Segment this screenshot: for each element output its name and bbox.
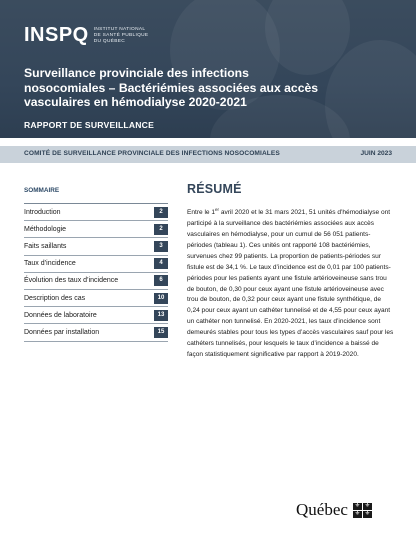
publication-date: JUIN 2023 xyxy=(360,150,392,157)
inspq-logo-subtitle xyxy=(94,27,149,45)
ordinal-superscript: er xyxy=(215,207,220,212)
toc-item-donnees-laboratoire[interactable] xyxy=(24,307,168,324)
toc-page-number: 4 xyxy=(154,258,168,269)
toc-page-number: 13 xyxy=(154,310,168,321)
report-title: Surveillance provinciale des infections nosocomiales – Bactériémies associées aux accès vasculaires en hémodialyse 2020-2021 xyxy=(24,66,319,109)
logo-sub-line: DE SANTÉ PUBLIQUE xyxy=(93,32,149,38)
toc-item-label: Faits saillants xyxy=(24,242,67,250)
fleur-de-lis-icon: ⚜ xyxy=(364,510,371,517)
resume-heading: RÉSUMÉ xyxy=(187,182,242,196)
quebec-government-logo xyxy=(296,500,372,520)
fleur-de-lis-icon: ⚜ xyxy=(364,502,371,509)
toc-item-label: Données par installation xyxy=(24,328,100,336)
fleur-de-lis-icon: ⚜ xyxy=(354,502,361,509)
resume-text-rest: avril 2020 et le 31 mars 2021, 51 unités d’hémodialyse ont participé à la surveillance des bactériémies associées aux accès vasculaires en hémodialyse, pour un cumul de 56 051 patients-périodes (tableau 1). Ces unités ont rapporté 108 bactériémies, survenues chez 99 patients. La proportion de patients-périodes sur fistule est de 34,1 %. Le taux d’incidence est de 0,01 par 100 patients-périodes pour les patients ayant une fistule artérioveineuse sans trou de bouton, de 0,30 pour ceux ayant une fistule artérioveineuse avec trou de bouton, de 0,32 pour ceux ayant une fistule synthétique, de 0,24 pour ceux ayant un cathéter tunnelisé et de 4,55 pour ceux ayant un cathéter non tunnelisé. En 2020-2021, les taux d’incidence sont demeurés stables pour tous les types d’accès vasculaires sauf pour les cathéters tunnelisés, pour lesquels le taux d’incidence a baissé de façon statistiquement significative par rapport à 2019-2020. xyxy=(187,209,394,358)
cover-banner xyxy=(0,0,416,138)
toc-item-description-cas[interactable] xyxy=(24,290,168,307)
toc-item-taux-incidence[interactable] xyxy=(24,256,168,273)
committee-band xyxy=(0,146,416,163)
toc-item-label: Données de laboratoire xyxy=(24,311,97,319)
toc-item-evolution-taux[interactable] xyxy=(24,273,168,290)
logo-sub-line: DU QUÉBEC xyxy=(93,38,125,44)
toc-item-label: Méthodologie xyxy=(24,225,67,233)
toc-item-methodologie[interactable] xyxy=(24,221,168,238)
inspq-logo-word: INSPQ xyxy=(24,24,89,46)
toc-item-label: Introduction xyxy=(24,208,61,216)
toc-list xyxy=(24,203,168,342)
toc-page-number: 2 xyxy=(154,207,168,218)
toc-page-number: 15 xyxy=(154,327,168,338)
toc-page-number: 6 xyxy=(154,275,168,286)
toc-item-donnees-installation[interactable] xyxy=(24,324,168,341)
resume-text-start: Entre le 1 xyxy=(187,209,216,217)
toc-page-number: 10 xyxy=(154,293,168,304)
inspq-logo xyxy=(24,24,148,47)
fleur-de-lis-flag-icon xyxy=(353,503,372,518)
toc-item-introduction[interactable] xyxy=(24,204,168,221)
committee-name: COMITÉ DE SURVEILLANCE PROVINCIALE DES INFECTIONS NOSOCOMIALES xyxy=(24,150,280,157)
toc-item-faits-saillants[interactable] xyxy=(24,238,168,255)
fleur-de-lis-icon: ⚜ xyxy=(354,510,361,517)
toc-page-number: 2 xyxy=(154,224,168,235)
toc-item-label: Évolution des taux d’incidence xyxy=(24,277,119,285)
quebec-wordmark: Québec xyxy=(296,500,348,519)
toc-page-number: 3 xyxy=(154,241,168,252)
table-of-contents xyxy=(24,187,168,342)
logo-sub-line: INSTITUT NATIONAL xyxy=(93,26,146,32)
toc-item-label: Description des cas xyxy=(24,294,86,302)
toc-heading: SOMMAIRE xyxy=(24,187,60,194)
resume-paragraph xyxy=(187,205,394,361)
toc-item-label: Taux d’incidence xyxy=(24,260,76,268)
report-subtitle: RAPPORT DE SURVEILLANCE xyxy=(24,120,155,130)
